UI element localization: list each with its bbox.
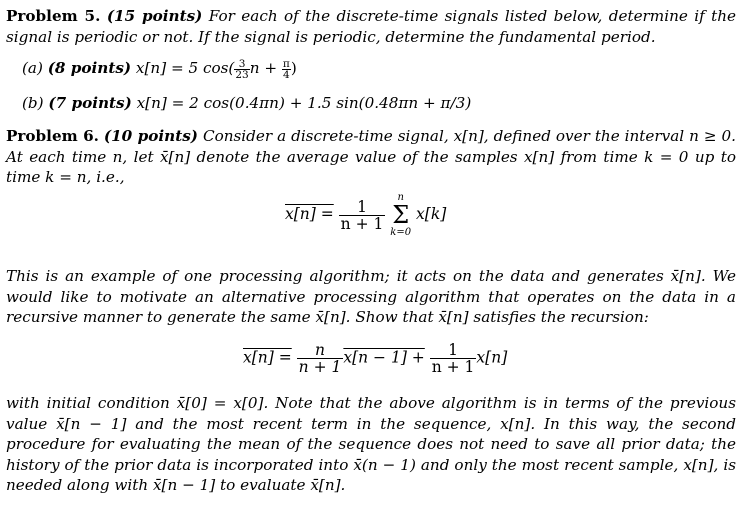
problem-5-label: Problem 5. (6, 7, 101, 25)
sigma-symbol: Σ (392, 201, 410, 229)
average-equation (285, 192, 446, 238)
paragraph-conclusion: with initial condition x̄[0] = x[0]. Note that the above algorithm is in terms of the previous value x̄[n − 1] and the most recent term in the sequence, x[n]. In this way, the second procedure for evaluating the mean of the sequence does not need to save all prior data; the history of the prior data is incorporated into x̄(n − 1) and only the most recent sample, x[n], is needed along with x̄[n − 1] to evaluate x̄[n]. (6, 394, 736, 494)
problem-6-label: Problem 6. (6, 127, 99, 145)
recursion-equation (243, 342, 507, 375)
problem-6-statement (6, 126, 736, 188)
problem-6-text: Consider a discrete-time signal, x[n], defined over the interval n ≥ 0. At each time n, let x̄[n] denote the average value of the samples x[n] from time k = 0 up to time k = n, i.e., (6, 127, 737, 186)
part-b-expression: x[n] = 2 cos(0.4πn) + 1.5 sin(0.48πn + π/3) (136, 94, 472, 112)
paragraph-recursion-intro: This is an example of one processing algorithm; it acts on the data and generates x̄[n]. We would like to motivate an alternative processing algorithm that operates on the data in a recursive manner to generate the same x̄[n]. Show that x̄[n] satisfies the recursion: (6, 267, 736, 326)
part-a-fraction-2: $\frac{\pi}{4}$ (282, 57, 290, 81)
part-b (22, 93, 471, 113)
eq1-lhs: x[n] = (285, 205, 334, 223)
part-a-label: (a) (22, 59, 43, 77)
eq2-lhs: x[n] = (243, 348, 292, 367)
eq1-fraction: $\frac{1}{n + 1}$ (340, 197, 384, 233)
part-b-label: (b) (22, 94, 44, 112)
problem-6-points: (10 points) (103, 127, 198, 145)
part-a-mid: n + (249, 59, 278, 77)
part-a-fraction-1: $\frac{3}{23}$ (235, 57, 249, 81)
eq2-term-1: x[n − 1] + (343, 348, 425, 367)
part-a (22, 58, 297, 80)
part-b-points: (7 points) (48, 94, 132, 112)
eq1-rhs: x[k] (416, 205, 447, 223)
eq2-term-2: x[n] (476, 348, 508, 367)
part-a-points: (8 points) (47, 59, 132, 77)
part-a-end: ) (290, 59, 297, 77)
problem-5-text: For each of the discrete-time signals listed below, determine if the signal is periodic or not. If the signal is periodic, determine the fundamental period. (6, 7, 737, 46)
eq2-fraction-1: $\frac{n}{n + 1}$ (298, 341, 342, 376)
problem-5-statement (6, 6, 736, 47)
problem-5-points: (15 points) (106, 7, 203, 25)
summation: n Σ k=0 (390, 192, 412, 238)
part-a-lhs: x[n] = 5 cos( (135, 59, 235, 77)
eq2-fraction-2: $\frac{1}{n + 1}$ (431, 341, 475, 376)
